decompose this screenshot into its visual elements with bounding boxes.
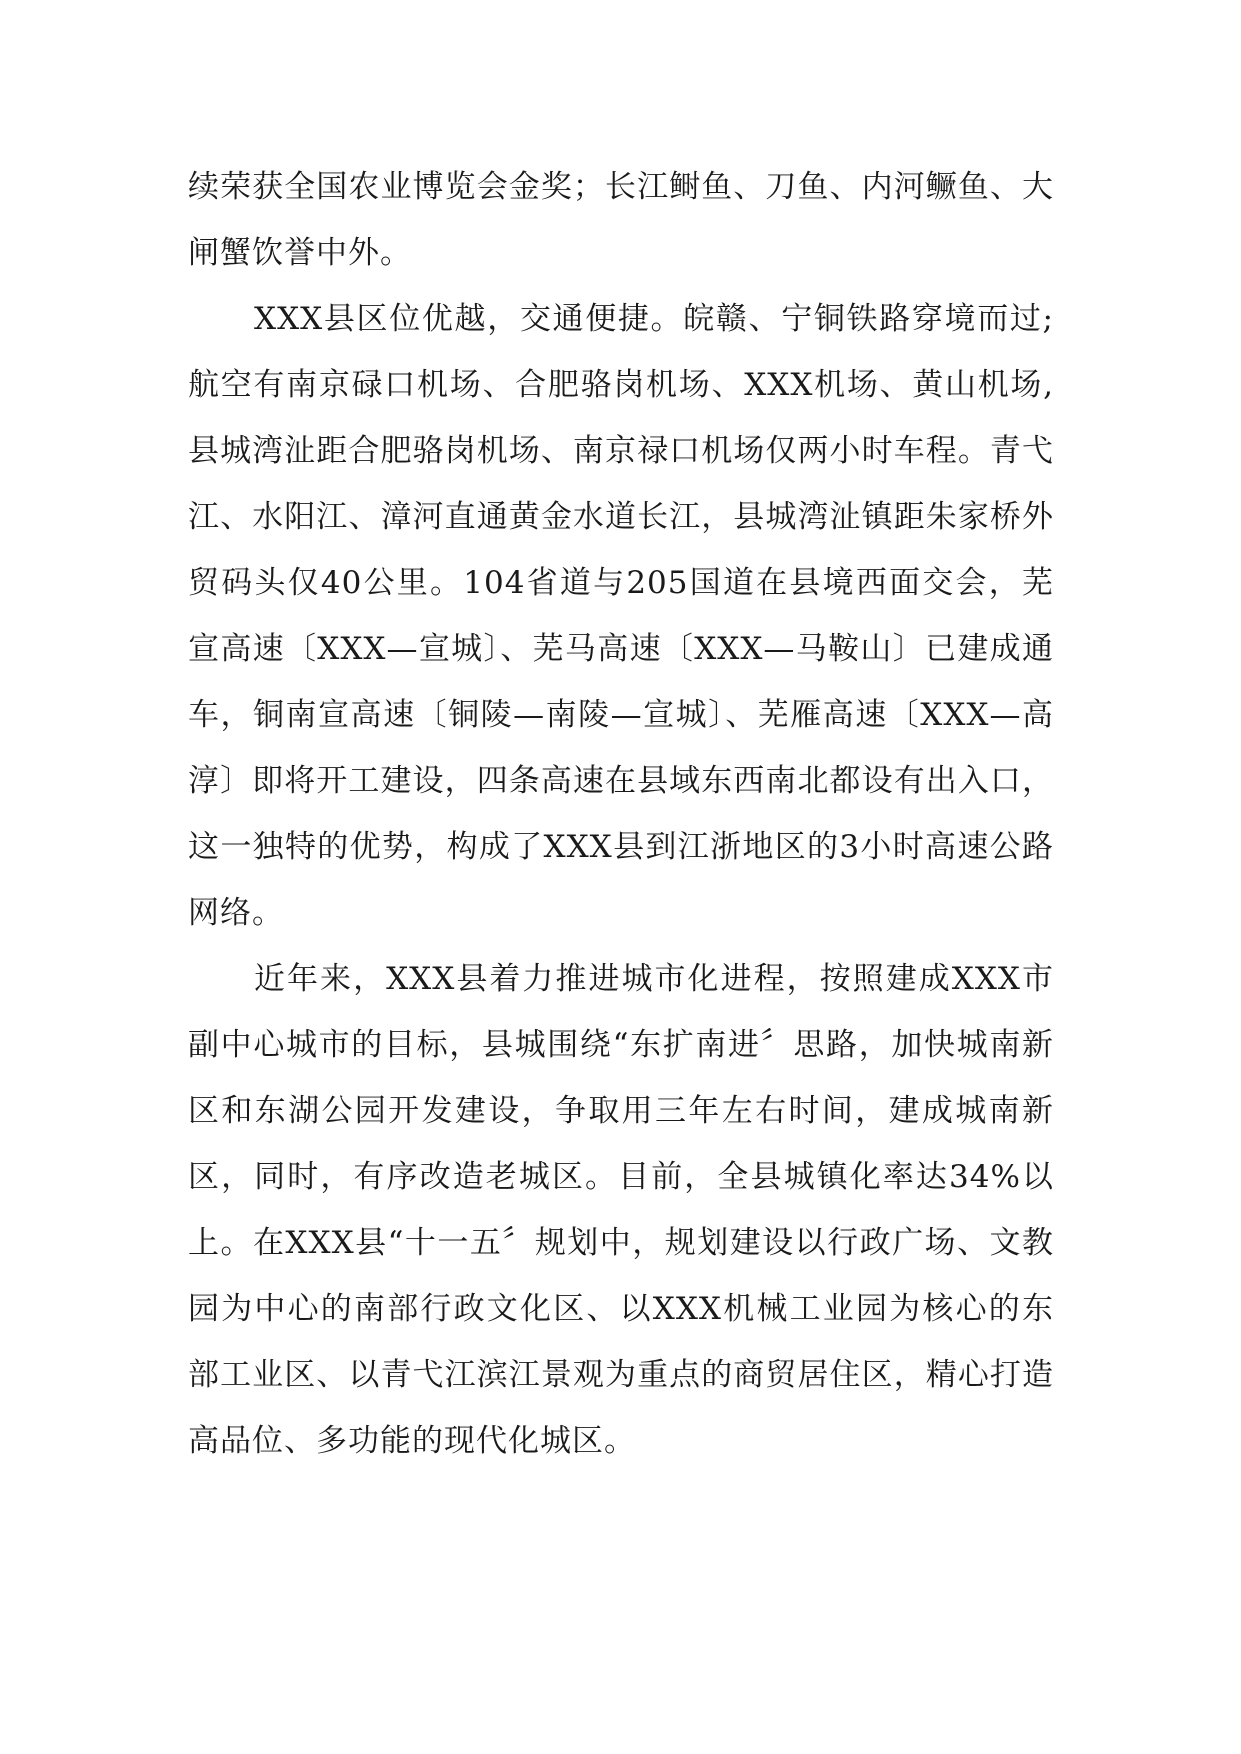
body-text (188, 154, 1054, 1474)
paragraph-urbanization: 近年来，XXX县着力推进城市化进程，按照建成XXX市副中心城市的目标，县城围绕“东扩南进〞思路，加快城南新区和东湖公园开发建设，争取用三年左右时间，建成城南新区，同时，有序改造老城区。目前，全县城镇化率达34%以上。在XXX县“十一五〞规划中，规划建设以行政广场、文教园为中心的南部行政文化区、以XXX机械工业园为核心的东部工业区、以青弋江滨江景观为重点的商贸居住区，精心打造高品位、多功能的现代化城区。 (188, 961, 1054, 1459)
paragraph-transport: XXX县区位优越，交通便捷。皖赣、宁铜铁路穿境而过;航空有南京碌口机场、合肥骆岗机场、XXX机场、黄山机场,县城湾沚距合肥骆岗机场、南京禄口机场仅两小时车程。青弋江、水阳江、漳河直通黄金水道长江，县城湾沚镇距朱家桥外贸码头仅40公里。104省道与205国道在县境西面交会，芜宣高速〔XXX—宣城〕、芜马高速〔XXX—马鞍山〕已建成通车，铜南宣高速〔铜陵—南陵—宣城〕、芜雁高速〔XXX—高淳〕即将开工建设，四条高速在县域东西南北都设有出入口，这一独特的优势，构成了XXX县到江浙地区的3小时高速公路网络。 (188, 301, 1054, 931)
paragraph-continuation: 续荣获全国农业博览会金奖；长江鲥鱼、刀鱼、内河鳜鱼、大闸蟹饮誉中外。 (188, 169, 1054, 271)
